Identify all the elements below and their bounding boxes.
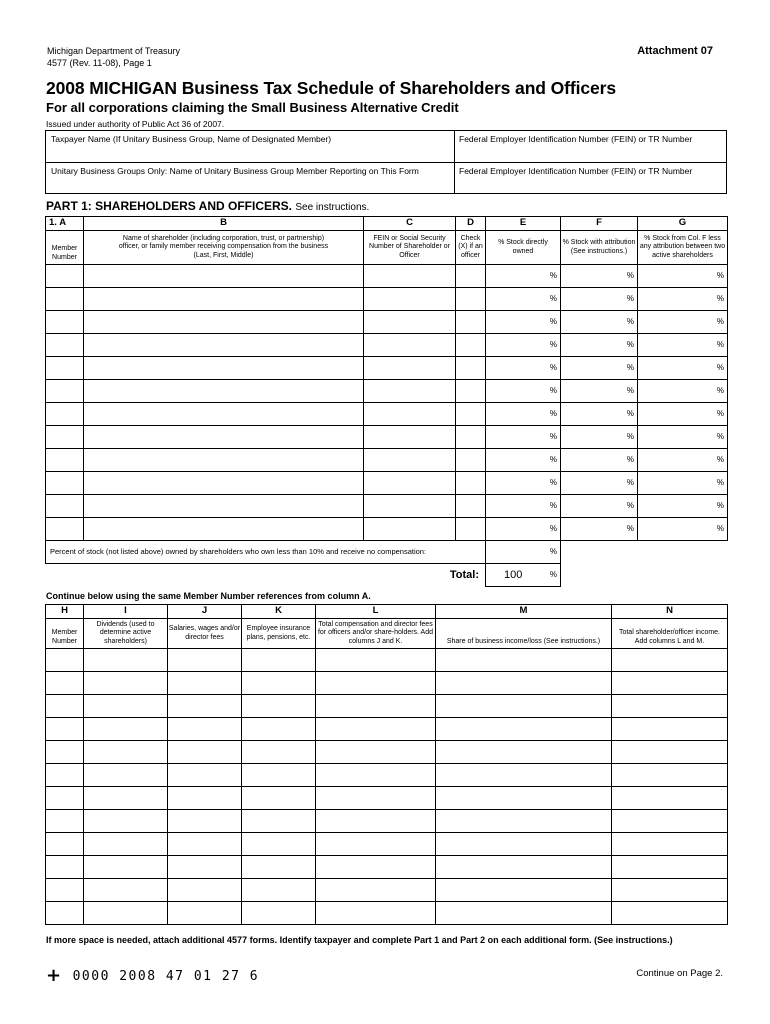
- percent-sign: %: [716, 293, 724, 303]
- fein-ssn-input[interactable]: [364, 426, 456, 449]
- percent-sign: %: [549, 293, 557, 303]
- total-income-input[interactable]: [612, 672, 728, 695]
- percent-sign: %: [716, 500, 724, 510]
- officer-checkbox[interactable]: [456, 449, 486, 472]
- percent-sign: %: [549, 316, 557, 326]
- percent-sign: %: [716, 477, 724, 487]
- total-compensation-input[interactable]: [316, 902, 436, 925]
- insurance-input[interactable]: [242, 741, 316, 764]
- part1-heading: [46, 199, 369, 213]
- ubg-name-label: Unitary Business Groups Only: Name of Unitary Business Group Member Reporting on This Form: [51, 166, 419, 176]
- barcode-number: 0000 2008 47 01 27 6: [72, 969, 260, 984]
- col-letter-h: H: [46, 605, 84, 619]
- total-income-input[interactable]: [612, 649, 728, 672]
- salaries-input[interactable]: [168, 649, 242, 672]
- dividends-input[interactable]: [84, 741, 168, 764]
- part2-table: [45, 604, 728, 925]
- issued-authority: Issued under authority of Public Act 36 of 2007.: [46, 119, 225, 129]
- percent-sign: %: [549, 270, 557, 280]
- shareholder-name-input[interactable]: [84, 288, 364, 311]
- col-desc-f: % Stock with attribution (See instructions.): [561, 231, 638, 265]
- department-header: [47, 45, 180, 69]
- compensation-row: [46, 672, 728, 695]
- stock-attribution-input[interactable]: [561, 357, 638, 380]
- percent-sign: %: [549, 477, 557, 487]
- shareholder-row: [46, 426, 728, 449]
- ubg-fein-field[interactable]: [454, 163, 726, 193]
- member-number-input[interactable]: [46, 426, 84, 449]
- stock-adjusted-input[interactable]: [638, 265, 728, 288]
- shareholder-row: [46, 472, 728, 495]
- stock-direct-input[interactable]: [486, 380, 561, 403]
- total-income-input[interactable]: [612, 718, 728, 741]
- stock-adjusted-input[interactable]: [638, 334, 728, 357]
- member-number-input[interactable]: [46, 902, 84, 925]
- insurance-input[interactable]: [242, 764, 316, 787]
- shareholder-row: [46, 265, 728, 288]
- col-desc-n: Total shareholder/officer income. Add columns L and M.: [612, 619, 728, 649]
- col-desc-h: Member Number: [46, 619, 84, 649]
- total-income-input[interactable]: [612, 902, 728, 925]
- insurance-input[interactable]: [242, 672, 316, 695]
- insurance-input[interactable]: [242, 787, 316, 810]
- stock-adjusted-input[interactable]: [638, 288, 728, 311]
- member-number-input[interactable]: [46, 472, 84, 495]
- part1-instructions: See instructions.: [295, 202, 370, 213]
- member-number-input[interactable]: [46, 288, 84, 311]
- member-number-input[interactable]: [46, 265, 84, 288]
- taxpayer-fein-label: Federal Employer Identification Number (FEIN) or TR Number: [459, 134, 693, 144]
- dividends-input[interactable]: [84, 902, 168, 925]
- percent-sign: %: [716, 523, 724, 533]
- total-compensation-input[interactable]: [316, 695, 436, 718]
- salaries-input[interactable]: [168, 902, 242, 925]
- business-income-input[interactable]: [436, 649, 612, 672]
- percent-sign: %: [626, 385, 634, 395]
- insurance-input[interactable]: [242, 856, 316, 879]
- total-compensation-input[interactable]: [316, 879, 436, 902]
- stock-adjusted-input[interactable]: [638, 426, 728, 449]
- col-desc-l: Total compensation and director fees for officers and/or share-holders. Add columns J and K.: [316, 619, 436, 649]
- percent-sign: %: [549, 454, 557, 464]
- col-desc-g: % Stock from Col. F less any attribution between two active shareholders: [638, 231, 728, 265]
- officer-checkbox[interactable]: [456, 357, 486, 380]
- total-compensation-input[interactable]: [316, 810, 436, 833]
- shareholder-row: [46, 495, 728, 518]
- taxpayer-fein-field[interactable]: [454, 131, 726, 162]
- business-income-input[interactable]: [436, 810, 612, 833]
- member-number-input[interactable]: [46, 741, 84, 764]
- dividends-input[interactable]: [84, 787, 168, 810]
- fein-ssn-input[interactable]: [364, 265, 456, 288]
- total-value: 100: [504, 568, 523, 581]
- insurance-input[interactable]: [242, 810, 316, 833]
- business-income-input[interactable]: [436, 879, 612, 902]
- percent-sign: %: [626, 454, 634, 464]
- stock-adjusted-input[interactable]: [638, 495, 728, 518]
- shareholder-row: [46, 403, 728, 426]
- member-number-input[interactable]: [46, 518, 84, 541]
- col-letter-l: L: [316, 605, 436, 619]
- business-income-input[interactable]: [436, 672, 612, 695]
- total-row: [46, 564, 728, 587]
- percent-sign: %: [716, 270, 724, 280]
- form-revision: 4577 (Rev. 11-08), Page 1: [47, 58, 152, 68]
- insurance-input[interactable]: [242, 833, 316, 856]
- total-income-input[interactable]: [612, 879, 728, 902]
- stock-adjusted-input[interactable]: [638, 518, 728, 541]
- stock-direct-input[interactable]: [486, 288, 561, 311]
- member-number-input[interactable]: [46, 495, 84, 518]
- stock-direct-input[interactable]: [486, 426, 561, 449]
- stock-adjusted-input[interactable]: [638, 380, 728, 403]
- total-income-input[interactable]: [612, 764, 728, 787]
- part2-desc-row: [46, 619, 728, 649]
- business-income-input[interactable]: [436, 695, 612, 718]
- col-desc-i: Dividends (used to determine active shareholders): [84, 619, 168, 649]
- form-title: 2008 MICHIGAN Business Tax Schedule of Shareholders and Officers: [46, 78, 616, 98]
- col-letter-n: N: [612, 605, 728, 619]
- salaries-input[interactable]: [168, 833, 242, 856]
- col-desc-c: FEIN or Social Security Number of Shareholder or Officer: [364, 231, 456, 265]
- part1-title: PART 1: SHAREHOLDERS AND OFFICERS.: [46, 199, 293, 213]
- member-number-input[interactable]: [46, 357, 84, 380]
- continue-page-note: Continue on Page 2.: [636, 968, 723, 979]
- officer-checkbox[interactable]: [456, 518, 486, 541]
- shareholder-row: [46, 449, 728, 472]
- part1-letter-row: [46, 217, 728, 231]
- small-shareholders-row: [46, 541, 728, 564]
- member-number-input[interactable]: [46, 833, 84, 856]
- ubg-fein-label: Federal Employer Identification Number (FEIN) or TR Number: [459, 166, 693, 176]
- col-letter-i: I: [84, 605, 168, 619]
- shareholder-row: [46, 334, 728, 357]
- shareholder-row: [46, 518, 728, 541]
- part2-continue-note: Continue below using the same Member Number references from column A.: [46, 591, 371, 601]
- percent-sign: %: [549, 385, 557, 395]
- fein-ssn-input[interactable]: [364, 449, 456, 472]
- blank-area: [561, 541, 728, 564]
- shareholder-name-input[interactable]: [84, 495, 364, 518]
- stock-attribution-input[interactable]: [561, 265, 638, 288]
- officer-checkbox[interactable]: [456, 495, 486, 518]
- salaries-input[interactable]: [168, 856, 242, 879]
- salaries-input[interactable]: [168, 695, 242, 718]
- col-desc-d: Check (X) if an officer: [456, 231, 486, 265]
- stock-direct-input[interactable]: [486, 449, 561, 472]
- insurance-input[interactable]: [242, 695, 316, 718]
- col-letter-j: J: [168, 605, 242, 619]
- salaries-input[interactable]: [168, 764, 242, 787]
- stock-attribution-input[interactable]: [561, 403, 638, 426]
- compensation-row: [46, 741, 728, 764]
- stock-attribution-input[interactable]: [561, 380, 638, 403]
- compensation-row: [46, 810, 728, 833]
- stock-adjusted-input[interactable]: [638, 311, 728, 334]
- member-number-input[interactable]: [46, 764, 84, 787]
- col-letter-d: D: [456, 217, 486, 231]
- officer-checkbox[interactable]: [456, 403, 486, 426]
- col-letter-f: F: [561, 217, 638, 231]
- member-number-input[interactable]: [46, 649, 84, 672]
- total-compensation-input[interactable]: [316, 741, 436, 764]
- stock-adjusted-input[interactable]: [638, 357, 728, 380]
- compensation-row: [46, 879, 728, 902]
- col-letter-g: G: [638, 217, 728, 231]
- col-letter-b: B: [84, 217, 364, 231]
- fein-ssn-input[interactable]: [364, 288, 456, 311]
- col-letter-m: M: [436, 605, 612, 619]
- shareholder-name-input[interactable]: [84, 426, 364, 449]
- shareholder-row: [46, 288, 728, 311]
- percent-sign: %: [549, 500, 557, 510]
- shareholder-row: [46, 357, 728, 380]
- percent-sign: %: [626, 523, 634, 533]
- total-income-input[interactable]: [612, 833, 728, 856]
- stock-direct-input[interactable]: [486, 472, 561, 495]
- stock-adjusted-input[interactable]: [638, 449, 728, 472]
- stock-attribution-input[interactable]: [561, 334, 638, 357]
- stock-attribution-input[interactable]: [561, 449, 638, 472]
- business-income-input[interactable]: [436, 902, 612, 925]
- stock-direct-input[interactable]: [486, 357, 561, 380]
- stock-direct-input[interactable]: [486, 311, 561, 334]
- percent-sign: %: [716, 431, 724, 441]
- total-compensation-input[interactable]: [316, 833, 436, 856]
- fein-ssn-input[interactable]: [364, 357, 456, 380]
- taxpayer-name-field[interactable]: [46, 131, 454, 162]
- dividends-input[interactable]: [84, 718, 168, 741]
- stock-adjusted-input[interactable]: [638, 472, 728, 495]
- total-compensation-input[interactable]: [316, 672, 436, 695]
- compensation-row: [46, 695, 728, 718]
- officer-checkbox[interactable]: [456, 288, 486, 311]
- stock-direct-input[interactable]: [486, 403, 561, 426]
- officer-checkbox[interactable]: [456, 472, 486, 495]
- fein-ssn-input[interactable]: [364, 311, 456, 334]
- part2-letter-row: [46, 605, 728, 619]
- fein-ssn-input[interactable]: [364, 518, 456, 541]
- shareholder-row: [46, 311, 728, 334]
- business-income-input[interactable]: [436, 787, 612, 810]
- stock-direct-input[interactable]: [486, 265, 561, 288]
- salaries-input[interactable]: [168, 787, 242, 810]
- member-number-input[interactable]: [46, 403, 84, 426]
- compensation-row: [46, 764, 728, 787]
- dividends-input[interactable]: [84, 649, 168, 672]
- total-compensation-input[interactable]: [316, 718, 436, 741]
- salaries-input[interactable]: [168, 718, 242, 741]
- percent-sign: %: [716, 316, 724, 326]
- compensation-row: [46, 787, 728, 810]
- compensation-row: [46, 902, 728, 925]
- member-number-input[interactable]: [46, 334, 84, 357]
- total-income-input[interactable]: [612, 695, 728, 718]
- percent-sign: %: [716, 362, 724, 372]
- member-number-input[interactable]: [46, 787, 84, 810]
- stock-attribution-input[interactable]: [561, 518, 638, 541]
- ubg-name-field[interactable]: [46, 163, 454, 193]
- taxpayer-info-row: [45, 130, 727, 163]
- shareholder-name-input[interactable]: [84, 472, 364, 495]
- col-desc-m: Share of business income/loss (See instructions.): [436, 619, 612, 649]
- stock-direct-input[interactable]: [486, 495, 561, 518]
- percent-sign: %: [626, 500, 634, 510]
- shareholder-name-input[interactable]: [84, 449, 364, 472]
- business-income-input[interactable]: [436, 741, 612, 764]
- shareholder-name-input[interactable]: [84, 357, 364, 380]
- col-letter-e: E: [486, 217, 561, 231]
- salaries-input[interactable]: [168, 810, 242, 833]
- part1-table: [45, 216, 728, 587]
- stock-attribution-input[interactable]: [561, 472, 638, 495]
- percent-sign: %: [626, 293, 634, 303]
- percent-sign: %: [549, 408, 557, 418]
- member-number-input[interactable]: [46, 856, 84, 879]
- total-label: Total:: [449, 569, 479, 581]
- total-income-input[interactable]: [612, 856, 728, 879]
- officer-checkbox[interactable]: [456, 380, 486, 403]
- percent-sign: %: [626, 477, 634, 487]
- insurance-input[interactable]: [242, 879, 316, 902]
- attachment-number: Attachment 07: [637, 45, 713, 57]
- percent-sign: %: [716, 408, 724, 418]
- compensation-row: [46, 718, 728, 741]
- business-income-input[interactable]: [436, 764, 612, 787]
- col-letter-a: 1. A: [46, 217, 84, 231]
- salaries-input[interactable]: [168, 672, 242, 695]
- percent-sign: %: [549, 523, 557, 533]
- insurance-input[interactable]: [242, 902, 316, 925]
- shareholder-name-input[interactable]: [84, 518, 364, 541]
- dividends-input[interactable]: [84, 879, 168, 902]
- insurance-input[interactable]: [242, 718, 316, 741]
- total-compensation-input[interactable]: [316, 764, 436, 787]
- officer-checkbox[interactable]: [456, 265, 486, 288]
- plus-icon: +: [46, 965, 63, 986]
- percent-sign: %: [626, 408, 634, 418]
- member-number-input[interactable]: [46, 695, 84, 718]
- taxpayer-name-label: Taxpayer Name (If Unitary Business Group, Name of Designated Member): [51, 134, 332, 144]
- percent-sign: %: [626, 270, 634, 280]
- shareholder-name-input[interactable]: [84, 403, 364, 426]
- compensation-row: [46, 856, 728, 879]
- additional-forms-note: If more space is needed, attach additional 4577 forms. Identify taxpayer and complete Part 1 and Part 2 on each additional form. (See instructions.): [46, 935, 673, 945]
- shareholder-name-input[interactable]: [84, 265, 364, 288]
- percent-sign: %: [716, 385, 724, 395]
- total-compensation-input[interactable]: [316, 649, 436, 672]
- percent-sign: %: [626, 431, 634, 441]
- small-shareholders-input[interactable]: [486, 541, 561, 564]
- member-number-input[interactable]: [46, 380, 84, 403]
- stock-adjusted-input[interactable]: [638, 403, 728, 426]
- total-income-input[interactable]: [612, 787, 728, 810]
- total-compensation-input[interactable]: [316, 787, 436, 810]
- col-desc-b: Name of shareholder (including corporation, trust, or partnership) officer, or family member receiving compensation from the business (Last, First, Middle): [84, 231, 364, 265]
- total-value-cell: [486, 564, 561, 587]
- col-letter-c: C: [364, 217, 456, 231]
- form-subtitle: For all corporations claiming the Small Business Alternative Credit: [46, 100, 459, 115]
- salaries-input[interactable]: [168, 741, 242, 764]
- officer-checkbox[interactable]: [456, 334, 486, 357]
- stock-attribution-input[interactable]: [561, 495, 638, 518]
- compensation-row: [46, 649, 728, 672]
- stock-attribution-input[interactable]: [561, 288, 638, 311]
- dividends-input[interactable]: [84, 764, 168, 787]
- shareholder-row: [46, 380, 728, 403]
- fein-ssn-input[interactable]: [364, 495, 456, 518]
- percent-sign: %: [626, 339, 634, 349]
- percent-sign: %: [549, 546, 557, 556]
- fein-ssn-input[interactable]: [364, 472, 456, 495]
- percent-sign: %: [549, 339, 557, 349]
- total-income-input[interactable]: [612, 741, 728, 764]
- percent-sign: %: [549, 569, 557, 579]
- total-income-input[interactable]: [612, 810, 728, 833]
- shareholder-name-input[interactable]: [84, 334, 364, 357]
- stock-attribution-input[interactable]: [561, 311, 638, 334]
- member-number-input[interactable]: [46, 718, 84, 741]
- officer-checkbox[interactable]: [456, 311, 486, 334]
- dividends-input[interactable]: [84, 833, 168, 856]
- officer-checkbox[interactable]: [456, 426, 486, 449]
- member-number-input[interactable]: [46, 879, 84, 902]
- dividends-input[interactable]: [84, 810, 168, 833]
- col-desc-e: % Stock directly owned: [486, 231, 561, 265]
- percent-sign: %: [716, 339, 724, 349]
- blank-area: [561, 564, 728, 587]
- salaries-input[interactable]: [168, 879, 242, 902]
- compensation-row: [46, 833, 728, 856]
- business-income-input[interactable]: [436, 856, 612, 879]
- percent-sign: %: [626, 362, 634, 372]
- percent-sign: %: [549, 431, 557, 441]
- stock-direct-input[interactable]: [486, 334, 561, 357]
- dividends-input[interactable]: [84, 856, 168, 879]
- col-desc-k: Employee insurance plans, pensions, etc.: [242, 619, 316, 649]
- percent-sign: %: [716, 454, 724, 464]
- business-income-input[interactable]: [436, 718, 612, 741]
- percent-sign: %: [626, 316, 634, 326]
- ubg-info-row: [45, 162, 727, 194]
- fein-ssn-input[interactable]: [364, 403, 456, 426]
- part1-desc-row: [46, 231, 728, 265]
- dividends-input[interactable]: [84, 672, 168, 695]
- col-desc-j: Salaries, wages and/or director fees: [168, 619, 242, 649]
- insurance-input[interactable]: [242, 649, 316, 672]
- col-desc-a: Member Number: [46, 231, 84, 265]
- department-name: Michigan Department of Treasury: [47, 46, 181, 56]
- percent-sign: %: [549, 362, 557, 372]
- member-number-input[interactable]: [46, 311, 84, 334]
- dividends-input[interactable]: [84, 695, 168, 718]
- business-income-input[interactable]: [436, 833, 612, 856]
- member-number-input[interactable]: [46, 672, 84, 695]
- stock-direct-input[interactable]: [486, 518, 561, 541]
- shareholder-name-input[interactable]: [84, 311, 364, 334]
- small-shareholders-label: Percent of stock (not listed above) owned by shareholders who own less than 10% and receive no compensation:: [46, 541, 486, 564]
- member-number-input[interactable]: [46, 810, 84, 833]
- total-compensation-input[interactable]: [316, 856, 436, 879]
- member-number-input[interactable]: [46, 449, 84, 472]
- fein-ssn-input[interactable]: [364, 334, 456, 357]
- form-barcode: [46, 964, 259, 985]
- col-letter-k: K: [242, 605, 316, 619]
- shareholder-name-input[interactable]: [84, 380, 364, 403]
- fein-ssn-input[interactable]: [364, 380, 456, 403]
- stock-attribution-input[interactable]: [561, 426, 638, 449]
